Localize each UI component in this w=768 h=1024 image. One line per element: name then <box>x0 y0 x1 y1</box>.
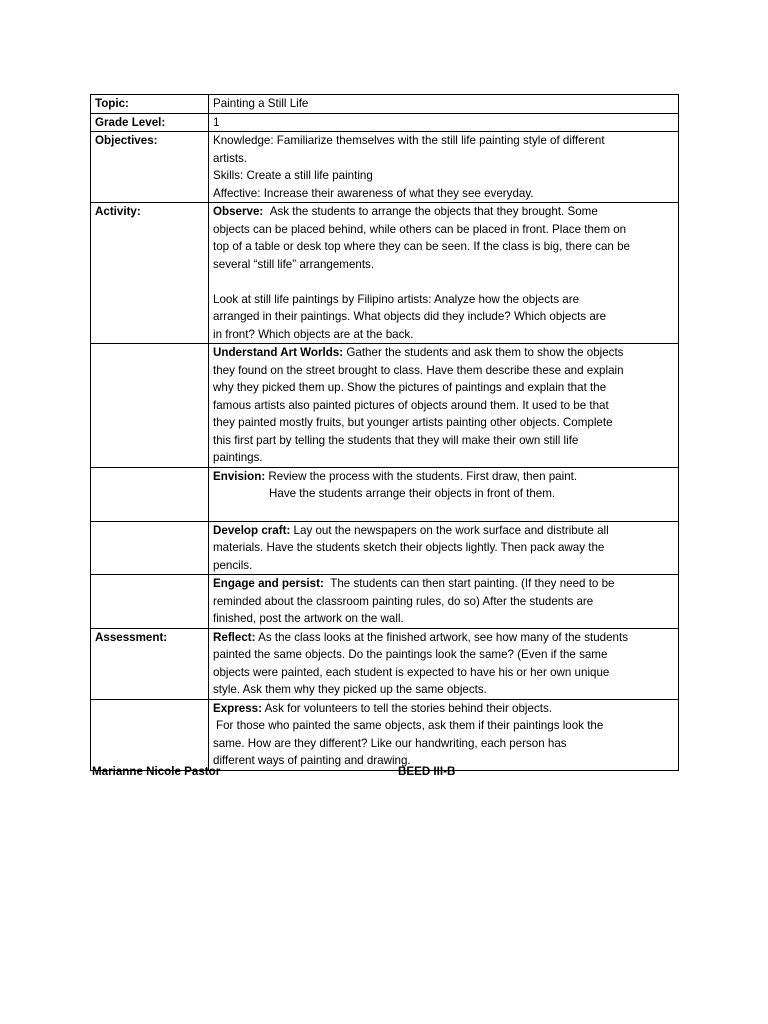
empty-label-cell <box>91 521 209 575</box>
engage-line: finished, post the artwork on the wall. <box>213 612 404 625</box>
objectives-line: artists. <box>213 151 248 165</box>
develop-cell <box>209 521 679 575</box>
topic-value: Painting a Still Life <box>209 95 679 114</box>
envision-cell <box>209 467 679 521</box>
observe-line: top of a table or desk top where they can be seen. If the class is big, there can be <box>213 240 630 253</box>
table-row-objectives <box>91 132 679 203</box>
engage-line: reminded about the classroom painting rules, do so) After the students are <box>213 594 594 608</box>
art-worlds-cell <box>209 344 679 468</box>
table-row-activity-observe <box>91 203 679 344</box>
empty-label-cell <box>91 467 209 521</box>
express-cell <box>209 699 679 770</box>
page-footer <box>92 763 652 781</box>
develop-title: Develop craft: <box>213 523 291 537</box>
reflect-line: style. Ask them why they picked up the same objects. <box>213 683 487 696</box>
reflect-line: painted the same objects. Do the paintings look the same? (Even if the same <box>213 648 608 661</box>
express-line: different ways of painting and drawing. <box>213 754 411 767</box>
grade-label: Grade Level: <box>91 113 209 132</box>
engage-text: The students can then start painting. (If they need to be <box>330 577 615 590</box>
observe-text: Ask the students to arrange the objects that they brought. Some <box>269 205 598 218</box>
art-worlds-line: why they picked them up. Show the pictures of paintings and explain that the <box>213 381 607 394</box>
observe-line: objects can be placed behind, while others can be placed in front. Place them on <box>213 222 627 236</box>
reflect-line: objects were painted, each student is expected to have his or her own unique <box>213 665 610 679</box>
table-row-envision <box>91 467 679 521</box>
reflect-title: Reflect: <box>213 630 256 644</box>
spacer <box>213 273 674 291</box>
table-row-grade <box>91 113 679 132</box>
observe-line: Look at still life paintings by Filipino artists: Analyze how the objects are <box>213 292 580 306</box>
art-worlds-line: famous artists also painted pictures of objects around them. It used to be that <box>213 398 609 412</box>
objectives-label: Objectives: <box>91 132 209 203</box>
art-worlds-line: paintings. <box>213 451 263 464</box>
assessment-label: Assessment: <box>91 628 209 699</box>
art-worlds-line: this first part by telling the students that they will make their own still life <box>213 433 579 447</box>
observe-line: arranged in their paintings. What objects did they include? Which objects are <box>213 310 607 323</box>
reflect-text: As the class looks at the finished artwork, see how many of the students <box>258 630 629 644</box>
develop-line: materials. Have the students sketch their objects lightly. Then pack away the <box>213 541 605 554</box>
empty-label-cell <box>91 575 209 629</box>
objectives-line: Affective: Increase their awareness of what they see everyday. <box>213 186 534 200</box>
develop-text: Lay out the newspapers on the work surface and distribute all <box>293 523 609 537</box>
engage-title: Engage and persist: <box>213 577 324 590</box>
observe-line: in front? Which objects are at the back. <box>213 327 414 341</box>
envision-line: Have the students arrange their objects in front of them. <box>269 487 556 500</box>
lesson-plan-table <box>90 94 679 771</box>
table-row-develop <box>91 521 679 575</box>
table-row-express <box>91 699 679 770</box>
engage-cell <box>209 575 679 629</box>
empty-label-cell <box>91 699 209 770</box>
table-row-assessment-reflect <box>91 628 679 699</box>
art-worlds-title: Understand Art Worlds: <box>213 346 344 359</box>
express-title: Express: <box>213 701 262 715</box>
envision-title: Envision: <box>213 469 266 483</box>
envision-text: Review the process with the students. First draw, then paint. <box>268 469 578 483</box>
develop-line: pencils. <box>213 558 253 572</box>
table-row-engage <box>91 575 679 629</box>
class-section: BEED III-B <box>398 765 456 778</box>
art-worlds-line: they found on the street brought to class. Have them describe these and explain <box>213 363 624 377</box>
author-name: Marianne Nicole Pastor <box>92 765 221 778</box>
art-worlds-line: they painted mostly fruits, but younger artists painting other objects. Complete <box>213 416 613 429</box>
objectives-line: Knowledge: Familiarize themselves with the still life painting style of different <box>213 134 605 147</box>
observe-title: Observe: <box>213 205 264 218</box>
express-text: Ask for volunteers to tell the stories behind their objects. <box>264 701 552 715</box>
grade-value: 1 <box>209 113 679 132</box>
reflect-cell <box>209 628 679 699</box>
objectives-line: Skills: Create a still life painting <box>213 169 373 182</box>
observe-cell <box>209 203 679 344</box>
topic-label: Topic: <box>91 95 209 114</box>
art-worlds-text: Gather the students and ask them to show the objects <box>346 346 624 359</box>
table-row-art-worlds <box>91 344 679 468</box>
express-line: For those who painted the same objects, ask them if their paintings look the <box>216 719 604 732</box>
observe-line: several “still life” arrangements. <box>213 257 375 271</box>
express-line: same. How are they different? Like our handwriting, each person has <box>213 736 567 750</box>
objectives-cell <box>209 132 679 203</box>
table-row-topic <box>91 95 679 114</box>
activity-label: Activity: <box>91 203 209 344</box>
empty-label-cell <box>91 344 209 468</box>
